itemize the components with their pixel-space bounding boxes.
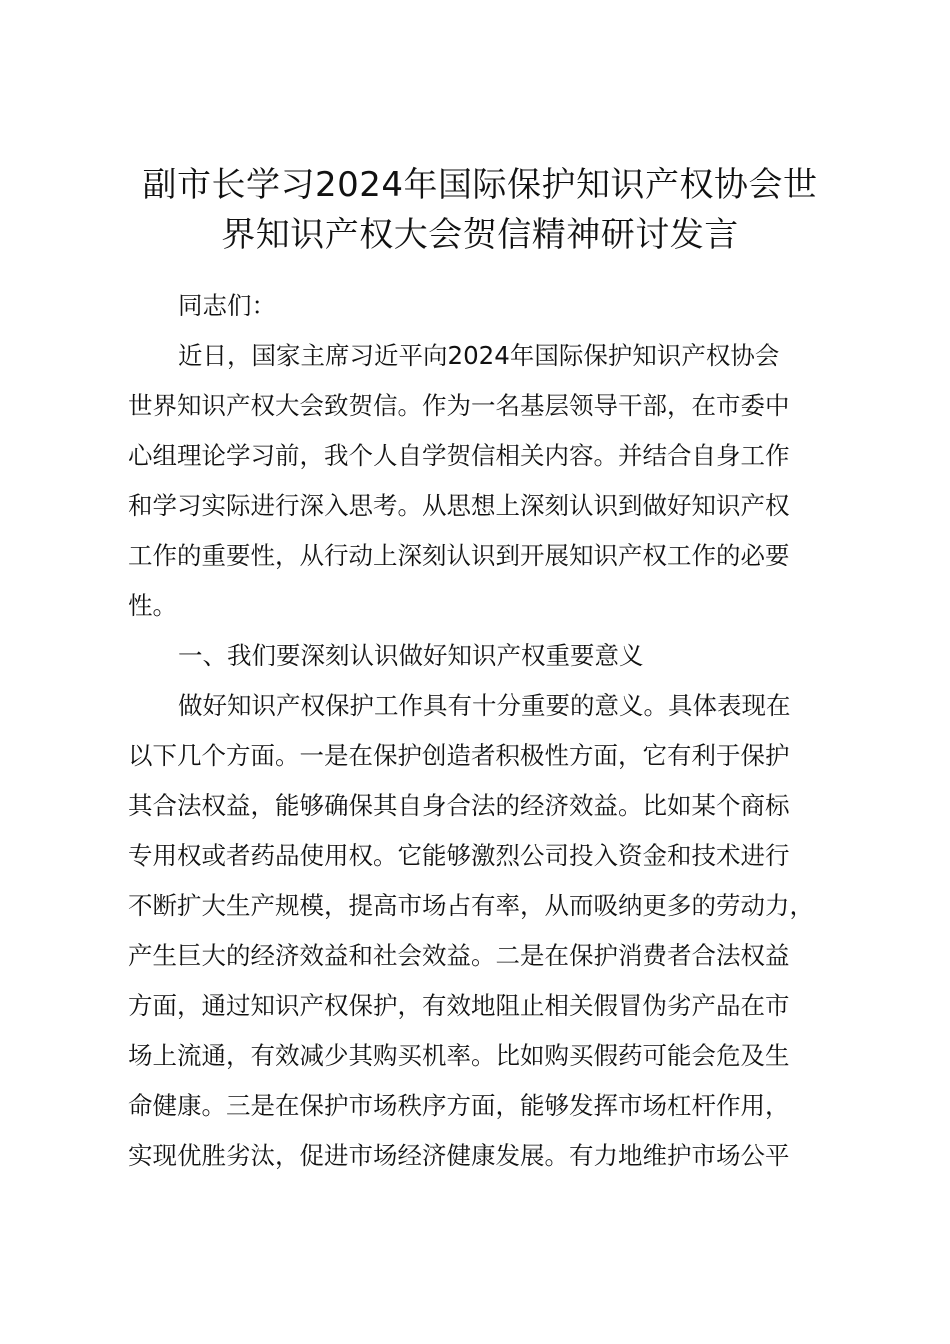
paragraph-line: 命健康。三是在保护市场秩序方面，能够发挥市场杠杆作用， [128, 1091, 790, 1120]
paragraph-line: 做好知识产权保护工作具有十分重要的意义。具体表现在 [178, 691, 791, 720]
section-heading: 一、我们要深刻认识做好知识产权重要意义 [178, 641, 644, 670]
paragraph-line: 和学习实际进行深入思考。从思想上深刻认识到做好知识产权 [128, 491, 790, 520]
title-line: 界知识产权大会贺信精神研讨发言 [221, 215, 739, 255]
paragraph-line: 工作的重要性，从行动上深刻认识到开展知识产权工作的必要 [128, 541, 790, 570]
paragraph-line: 产生巨大的经济效益和社会效益。二是在保护消费者合法权益 [128, 941, 790, 970]
paragraph-line: 方面，通过知识产权保护，有效地阻止相关假冒伪劣产品在市 [128, 991, 790, 1020]
paragraph-line: 实现优胜劣汰，促进市场经济健康发展。有力地维护市场公平 [128, 1141, 790, 1170]
paragraph-line: 其合法权益，能够确保其自身合法的经济效益。比如某个商标 [128, 791, 790, 820]
paragraph-line: 专用权或者药品使用权。它能够激烈公司投入资金和技术进行 [128, 841, 790, 870]
paragraph-line: 以下几个方面。一是在保护创造者积极性方面，它有利于保护 [128, 741, 790, 770]
paragraph-line: 近日，国家主席习近平向2024年国际保护知识产权协会 [178, 341, 780, 370]
document-title [110, 160, 850, 260]
paragraph-line: 心组理论学习前，我个人自学贺信相关内容。并结合自身工作 [128, 441, 790, 470]
title-line: 副市长学习2024年国际保护知识产权协会世 [142, 165, 818, 205]
paragraph-line: 性。 [128, 591, 177, 620]
document-body [128, 281, 838, 1181]
paragraph-line: 世界知识产权大会致贺信。作为一名基层领导干部，在市委中 [128, 391, 790, 420]
paragraph-line: 场上流通，有效减少其购买机率。比如购买假药可能会危及生 [128, 1041, 790, 1070]
paragraph-line: 不断扩大生产规模，提高市场占有率，从而吸纳更多的劳动力， [128, 891, 814, 920]
salutation: 同志们： [178, 291, 276, 320]
